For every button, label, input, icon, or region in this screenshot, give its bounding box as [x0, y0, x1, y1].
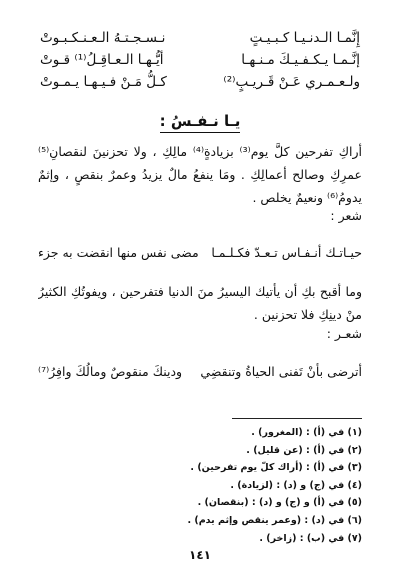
verse-line-3 [38, 364, 362, 379]
poem-verse-2 [40, 52, 360, 74]
verse-second-hemistich: كـلُّ مَـنْ فـيـهـا يـمـوتْ [40, 74, 167, 90]
section-heading-text: يـا نـفـسُ : [160, 112, 241, 133]
footnote-3: (٣) في (أ) : (أراك كلّ يوم تفرحين) . [190, 462, 362, 474]
paragraph-2: وما أقبح بكِ أن يأتيك اليسيرُ منَ الدنيا فتفرحين ، ويفوتُكِ الكثيرُ منْ دينِكِ فلا تحزنين . [38, 284, 362, 322]
footnote-2: (٢) في (أ) : (عن قليل) . [246, 444, 362, 456]
verse-second-hemistich: أيُّـهـا الـعـاقِـلُ⁽¹⁾ قـوتْ [40, 52, 164, 68]
verse-second-hemistich: ودينكَ منقوصٌ ومالُكَ وافِرُ⁽⁷⁾ [38, 364, 183, 379]
verse-first-hemistich: إنَّـمـا يـكـفـيـكَ مـنـهـا [241, 52, 360, 68]
poem-verse-1 [40, 30, 360, 52]
footnote-1: (١) في (أ) : (المغرور) . [251, 427, 362, 438]
footnote-5: (٥) في (أ) و (ج) و (د) : (بنقصان) . [197, 497, 362, 509]
verse-first-hemistich: أترضى بأنْ تَفنى الحياةُ وتنقضِي [200, 364, 362, 379]
poem-verse-3 [40, 74, 360, 96]
verse-first-hemistich: ولـعـمـري عَـنْ قَـريـبٍ⁽²⁾ [223, 74, 360, 90]
footnote-7: (٧) في (ب) : (زاخر) . [259, 532, 362, 544]
page-number: ١٤١ [189, 548, 211, 562]
footnote-4: (٤) في (ج) و (د) : (لزيادة) . [230, 479, 362, 491]
verse-first-hemistich: حيـاتـك أنـفـاس تـعـدّ فكـلـمـا [211, 245, 362, 260]
opening-poem [40, 30, 360, 96]
verse-first-hemistich: إِنَّمـا الـدنـيـا كـبـيـتٍ [249, 30, 360, 46]
poetry-label-2: شعـر : [326, 326, 362, 341]
poetry-label-1: شعر : [330, 208, 362, 223]
footnote-separator [232, 418, 362, 419]
verse-line-2 [38, 245, 362, 260]
paragraph-1: أراكِ تفرحين كلَّ يوم⁽³⁾ بزيادةٍ⁽⁴⁾ مالِكِ ، ولا تحزنينَ لنقصانِ⁽⁵⁾ عمرِكِ وصالح أعمالِكِ . ومَا ينفعُ مالٌ يزيدُ وعمرٌ بنقصٍ ، وإثمٌ يدومُ⁽⁶⁾ ونعيمٌ يخلص . [38, 144, 362, 205]
footnote-6: (٦) في (د) : (وعمر ينقص وإثم يدم) . [187, 514, 362, 526]
verse-second-hemistich: مضى نفس منها انقضت به جزء [38, 245, 199, 260]
verse-second-hemistich: نـسـجـتـهُ الـعـنـكـبـوتْ [40, 30, 166, 46]
footnotes [162, 424, 362, 547]
section-heading [0, 112, 400, 130]
